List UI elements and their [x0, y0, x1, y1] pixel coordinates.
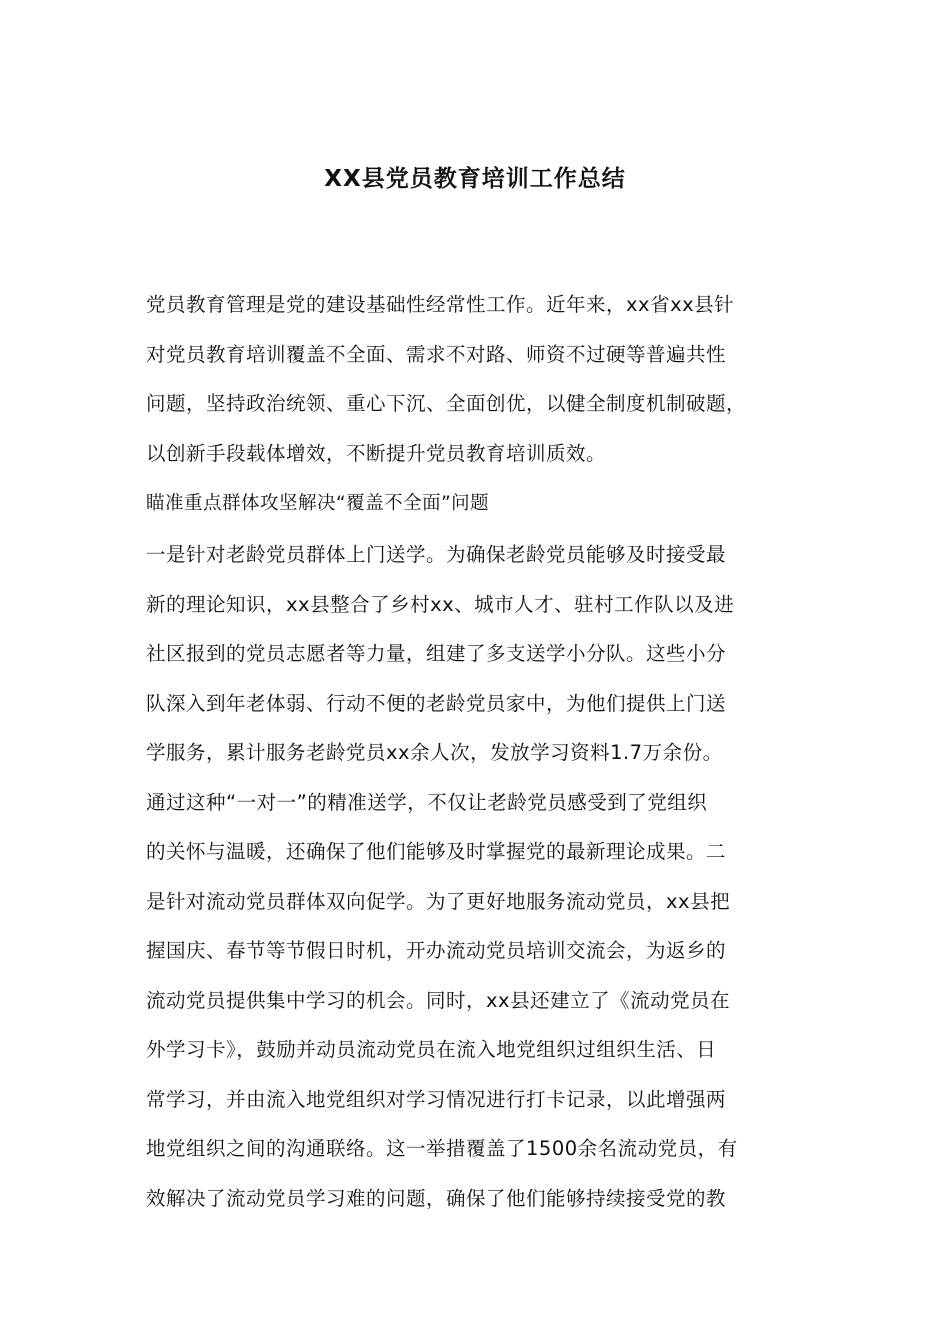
intro-line: 党员教育管理是党的建设基础性经常性工作。近年来，xx省xx县针 [146, 293, 735, 316]
body-line: 社区报到的党员志愿者等力量，组建了多支送学小分队。这些小分 [146, 642, 727, 665]
body-line: 队深入到年老体弱、行动不便的老龄党员家中，为他们提供上门送 [146, 691, 727, 715]
intro-paragraph [146, 280, 826, 478]
body-line: 流动党员提供集中学习的机会。同时，xx县还建立了《流动党员在 [146, 988, 731, 1012]
body-line: 的关怀与温暖，还确保了他们能够及时掌握党的最新理论成果。二 [146, 840, 727, 863]
intro-line: 问题，坚持政治统领、重心下沉、全面创优，以健全制度机制破题， [146, 392, 747, 415]
body-line: 外学习卡》，鼓励并动员流动党员在流入地党组织过组织生活、日 [146, 1038, 717, 1061]
body-line: 效解决了流动党员学习难的问题，确保了他们能够持续接受党的教 [146, 1186, 727, 1210]
intro-line: 对党员教育培训覆盖不全面、需求不对路、师资不过硬等普遍共性 [146, 342, 727, 366]
section-heading: 瞄准重点群体攻坚解决“覆盖不全面”问题 [146, 493, 490, 514]
body-line: 通过这种“一对一”的精准送学，不仅让老龄党员感受到了党组织 [146, 790, 708, 814]
body-line: 常学习，并由流入地党组织对学习情况进行打卡记录，以此增强两 [146, 1087, 727, 1111]
body-line: 学服务，累计服务老龄党员xx余人次，发放学习资料1.7万余份。 [146, 741, 723, 764]
body-line: 一是针对老龄党员群体上门送学。为确保老龄党员能够及时接受最 [146, 543, 727, 566]
intro-line: 以创新手段载体增效，不断提升党员教育培训质效。 [146, 441, 607, 465]
body-line: 是针对流动党员群体双向促学。为了更好地服务流动党员，xx县把 [146, 889, 731, 913]
body-paragraph [146, 530, 826, 1223]
body-line: 地党组织之间的沟通联络。这一举措覆盖了1500余名流动党员，有 [146, 1137, 738, 1160]
document-title: XX县党员教育培训工作总结 [324, 166, 626, 192]
body-line: 新的理论知识，xx县整合了乡村xx、城市人才、驻村工作队以及进 [146, 592, 735, 616]
body-line: 握国庆、春节等节假日时机，开办流动党员培训交流会，为返乡的 [146, 939, 727, 962]
document-body [146, 280, 826, 1223]
